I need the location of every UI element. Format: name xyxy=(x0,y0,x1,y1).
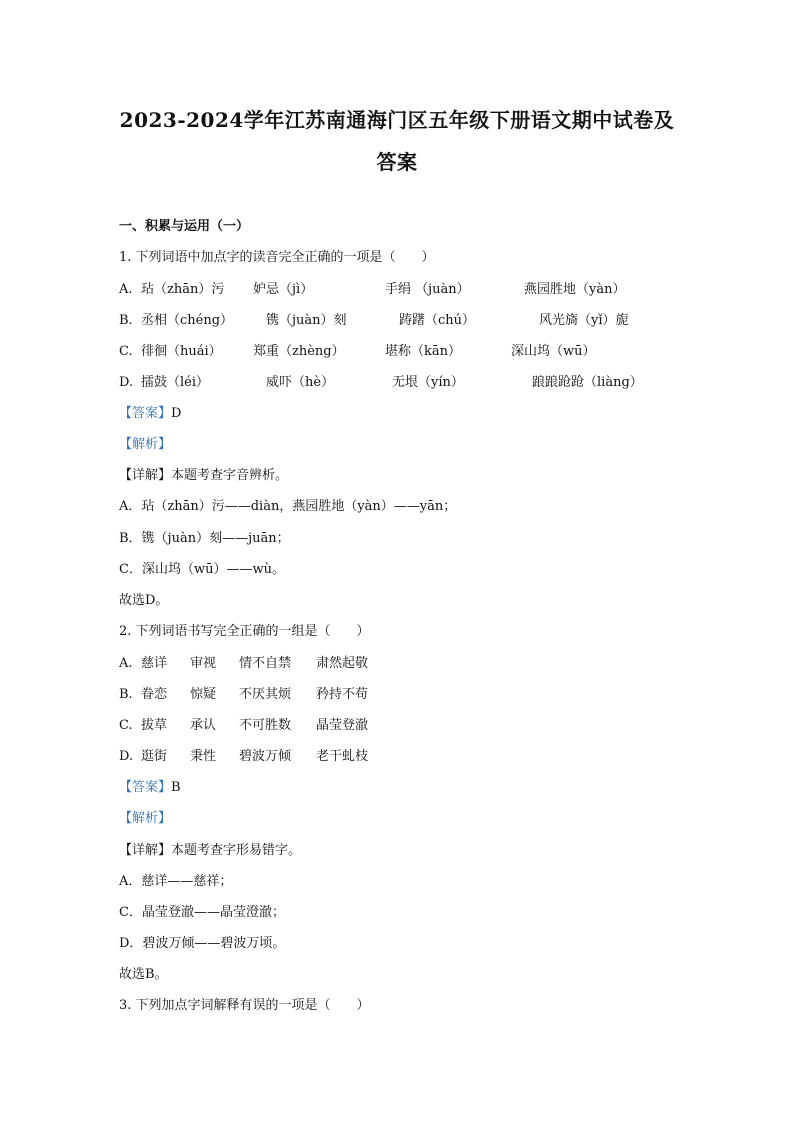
q2-d-item: 老干虬枝 xyxy=(316,749,369,764)
q2-stem: 2. 下列词语书写完全正确的一组是（ ） xyxy=(119,624,370,639)
q2-answer xyxy=(119,779,181,797)
q1-a-item: 妒忌（jì） xyxy=(253,282,314,297)
q2-b-label: B. xyxy=(119,687,133,702)
q2-note: C．晶莹登澈——晶莹澄澈； xyxy=(119,905,285,920)
q1-answer xyxy=(119,405,181,423)
q2-c-item: 承认 xyxy=(190,718,217,733)
q1-d-item: 擂鼓（léi） xyxy=(141,375,210,390)
q2-b-item: 不厌其烦 xyxy=(239,687,292,702)
q1-analysis-tag: 【解析】 xyxy=(119,437,172,452)
answer-tag: 【答案】 xyxy=(119,780,172,795)
q2-c-item: 不可胜数 xyxy=(239,718,292,733)
q1-b-item: 踌躇（chú） xyxy=(399,313,476,328)
q2-a-item: 情不自禁 xyxy=(239,656,292,671)
q1-b-item: 镌（juàn）刻 xyxy=(266,313,347,328)
q2-a-label: A. xyxy=(119,656,133,671)
q1-d-item: 踉踉跄跄（liàng） xyxy=(532,375,643,390)
q1-b-item: 丞相（chéng） xyxy=(141,313,234,328)
q1-c-item: 郑重（zhèng） xyxy=(253,344,345,359)
q1-a-label: A. xyxy=(119,282,133,297)
q3-stem: 3. 下列加点字词解释有误的一项是（ ） xyxy=(119,998,370,1013)
q1-detail: 【详解】本题考查字音辨析。 xyxy=(119,468,289,483)
q2-a-item: 肃然起敬 xyxy=(316,656,369,671)
q1-a-item: 燕园胜地（yàn） xyxy=(524,282,626,297)
q2-conclusion: 故选B。 xyxy=(119,967,168,982)
q2-c-item: 晶莹登澈 xyxy=(316,718,369,733)
q2-note: A．慈详——慈祥； xyxy=(119,874,233,889)
q1-c-item: 徘徊（huái） xyxy=(141,344,222,359)
q1-a-item: 手绢 （juàn） xyxy=(385,282,470,297)
answer-value: B xyxy=(171,780,181,795)
answer-tag: 【答案】 xyxy=(119,406,172,421)
section-heading: 一、积累与运用（一） xyxy=(119,219,250,234)
answer-value: D xyxy=(171,406,182,421)
q2-detail: 【详解】本题考查字形易错字。 xyxy=(119,843,302,858)
q1-note: A．玷（zhān）污——diàn，燕园胜地（yàn）——yān； xyxy=(119,499,457,514)
q1-d-label: D. xyxy=(119,375,134,390)
q2-a-item: 慈详 xyxy=(141,656,168,671)
q1-note: B．镌（juàn）刻——juān； xyxy=(119,531,290,546)
q2-c-label: C. xyxy=(119,718,133,733)
q1-d-item: 无垠（yín） xyxy=(392,375,464,390)
q2-b-item: 眷恋 xyxy=(141,687,168,702)
q2-d-item: 碧波万倾 xyxy=(239,749,292,764)
q1-d-item: 威吓（hè） xyxy=(266,375,335,390)
q2-c-item: 拔草 xyxy=(141,718,168,733)
q2-b-item: 惊疑 xyxy=(190,687,217,702)
q2-analysis-tag: 【解析】 xyxy=(119,811,172,826)
document-title-line2: 答案 xyxy=(376,150,418,174)
q2-note: D．碧波万倾——碧波万顷。 xyxy=(119,936,286,951)
q1-c-item: 深山坞（wū） xyxy=(511,344,596,359)
q2-d-item: 逛街 xyxy=(141,749,168,764)
q2-d-label: D. xyxy=(119,749,134,764)
q1-b-label: B. xyxy=(119,313,133,328)
document-title-line1: 2023-2024学年江苏南通海门区五年级下册语文期中试卷及 xyxy=(119,108,675,132)
q2-b-item: 矜持不苟 xyxy=(316,687,369,702)
q2-d-item: 秉性 xyxy=(190,749,217,764)
q1-b-item: 风光旖（yǐ）旎 xyxy=(539,313,629,328)
q2-a-item: 审视 xyxy=(190,656,217,671)
q1-c-item: 堪称（kān） xyxy=(385,344,462,359)
q1-note: C．深山坞（wū）——wù。 xyxy=(119,562,285,577)
q1-conclusion: 故选D。 xyxy=(119,593,169,608)
q1-c-label: C. xyxy=(119,344,133,359)
q1-stem: 1. 下列词语中加点字的读音完全正确的一项是（ ） xyxy=(119,250,435,265)
q1-a-item: 玷（zhān）污 xyxy=(141,282,225,297)
